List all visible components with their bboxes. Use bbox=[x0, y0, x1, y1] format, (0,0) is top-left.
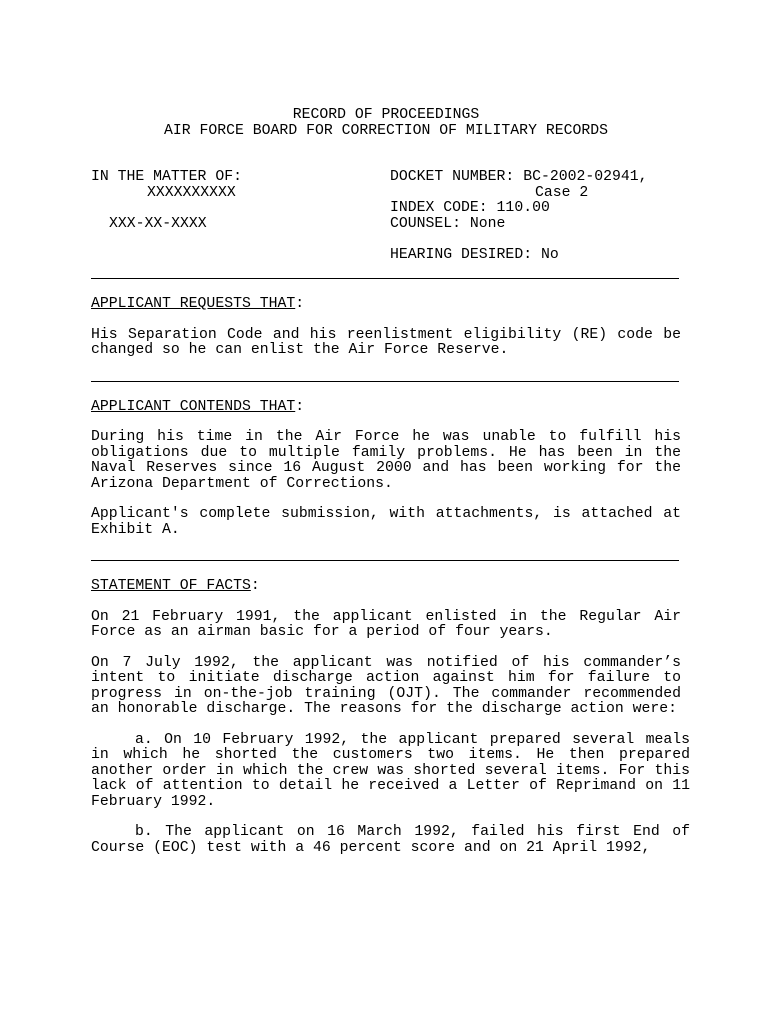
matter-block bbox=[91, 170, 371, 232]
applicant-ssn: XXX-XX-XXXX bbox=[109, 215, 207, 232]
facts-body-2: On 7 July 1992, the applicant was notified of his commander’s intent to initiate discharge action against him for failure to progress in on-the-job training (OJT). The commander recommended an honorable discharge. The reasons for the discharge action were: bbox=[91, 654, 681, 717]
facts-heading-line bbox=[91, 579, 681, 595]
docket-case: Case 2 bbox=[535, 184, 589, 201]
facts-body-1: On 21 February 1991, the applicant enlisted in the Regular Air Force as an airman basic for a period of four years. bbox=[91, 608, 681, 640]
requests-colon: : bbox=[295, 296, 305, 312]
document-page bbox=[91, 107, 690, 856]
docket-number: DOCKET NUMBER: BC-2002-02941, bbox=[390, 169, 648, 185]
counsel: COUNSEL: None bbox=[390, 215, 506, 232]
facts-item-a: a. On 10 February 1992, the applicant prepared several meals in which he shorted the customers two items. He then prepared another order in which the crew was shorted several items. For this lack of attention to detail he received a Letter of Reprimand on 11 February 1992. bbox=[91, 731, 690, 810]
facts-colon: : bbox=[250, 578, 260, 594]
title-board-name: AIR FORCE BOARD FOR CORRECTION OF MILITARY RECORDS bbox=[164, 122, 608, 139]
facts-heading: STATEMENT OF FACTS bbox=[91, 578, 251, 594]
requests-body: His Separation Code and his reenlistment eligibility (RE) code be changed so he can enlist the Air Force Reserve. bbox=[91, 326, 681, 358]
hearing-desired: HEARING DESIRED: No bbox=[390, 247, 559, 263]
index-code: INDEX CODE: 110.00 bbox=[390, 200, 550, 216]
section-divider bbox=[91, 560, 679, 561]
section-divider bbox=[91, 381, 679, 382]
docket-block bbox=[390, 170, 690, 264]
document-title bbox=[91, 108, 681, 139]
requests-heading-line bbox=[91, 297, 681, 313]
requests-heading: APPLICANT REQUESTS THAT bbox=[91, 296, 296, 312]
contends-heading-line bbox=[91, 400, 681, 416]
contends-body-2: Applicant's complete submission, with attachments, is attached at Exhibit A. bbox=[91, 506, 681, 538]
matter-label: IN THE MATTER OF: bbox=[91, 169, 242, 185]
contends-body-1: During his time in the Air Force he was unable to fulfill his obligations due to multiple family problems. He has been in the Naval Reserves since 16 August 2000 and has been working for the Arizona Department of Corrections. bbox=[91, 429, 681, 492]
facts-item-b: b. The applicant on 16 March 1992, failed his first End of Course (EOC) test with a 46 percent score and on 21 April 1992, bbox=[91, 824, 690, 856]
contends-colon: : bbox=[295, 398, 305, 415]
title-record-of-proceedings: RECORD OF PROCEEDINGS bbox=[292, 107, 480, 123]
case-header bbox=[91, 170, 681, 280]
contends-heading: APPLICANT CONTENDS THAT bbox=[91, 398, 296, 415]
applicant-name: XXXXXXXXXX bbox=[147, 184, 236, 201]
